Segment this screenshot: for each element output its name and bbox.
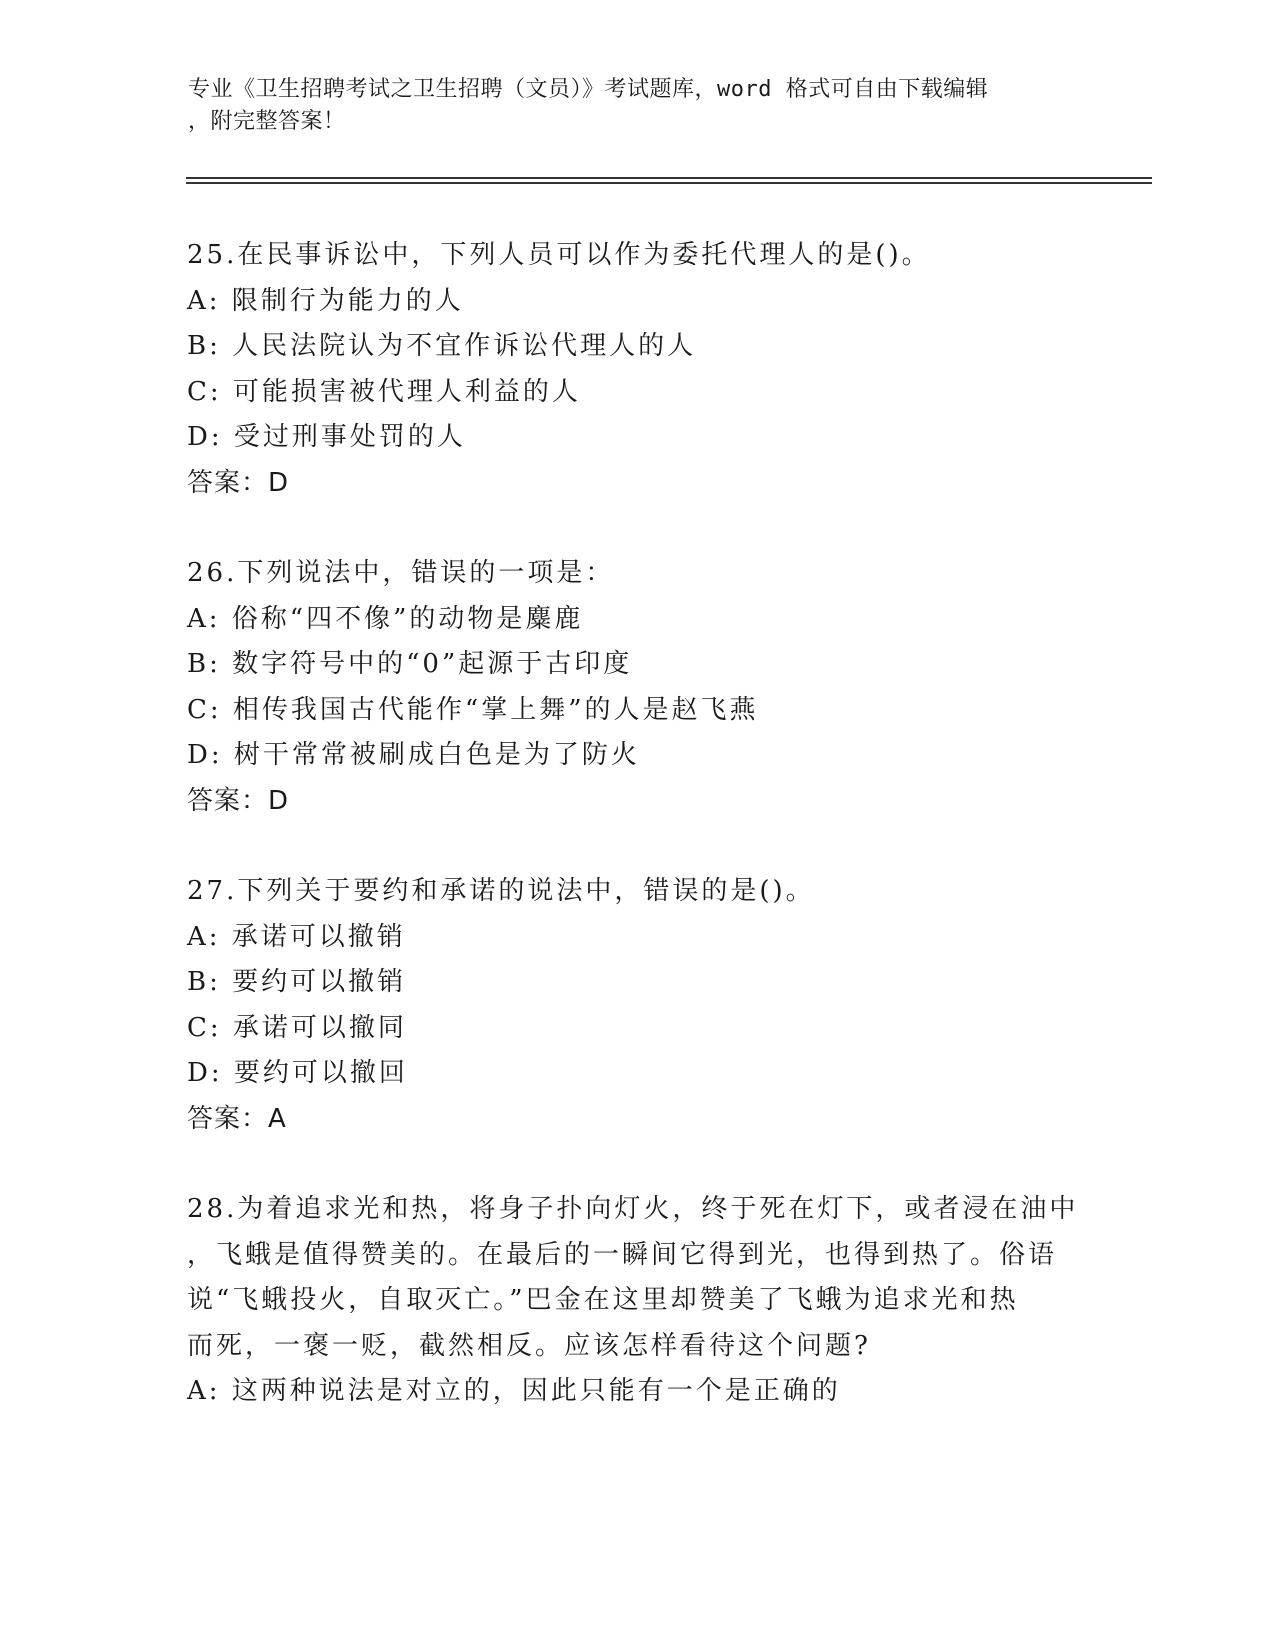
option-c: C: 承诺可以撤同: [187, 1012, 407, 1043]
question-stem-line-3: 说“飞蛾投火，自取灭亡。”巴金在这里却赞美了飞蛾为追求光和热: [187, 1285, 1019, 1315]
option-d: D: 受过刑事处罚的人: [187, 422, 466, 452]
header-divider-bottom: [186, 182, 1152, 184]
option-b: B: 要约可以撤销: [187, 967, 407, 997]
question-stem-line-1: 28.为着追求光和热，将身子扑向灯火，终于死在灯下，或者浸在油中: [187, 1194, 1079, 1224]
option-a: A: 俗称“四不像”的动物是麋鹿: [187, 603, 584, 634]
question-28: [187, 1187, 1087, 1415]
document-header: [188, 74, 1088, 138]
answer: 答案：D: [187, 785, 290, 816]
option-d: D: 树干常常被刷成白色是为了防火: [187, 740, 640, 770]
question-27: [187, 869, 1087, 1142]
option-a: A: 承诺可以撤销: [187, 921, 406, 952]
question-stem: 25.在民事诉讼中，下列人员可以作为委托代理人的是()。: [187, 240, 931, 270]
option-b: B: 数字符号中的“0”起源于古印度: [187, 649, 633, 679]
header-line-2: ，附完整答案！: [188, 109, 346, 134]
option-a: A: 这两种说法是对立的，因此只能有一个是正确的: [187, 1376, 841, 1406]
question-stem: 26.下列说法中，错误的一项是：: [187, 558, 615, 588]
header-line-1: 专业《卫生招聘考试之卫生招聘（文员）》考试题库，word 格式可自由下载编辑: [188, 77, 989, 102]
option-c: C: 可能损害被代理人利益的人: [187, 376, 581, 407]
option-a: A: 限制行为能力的人: [187, 285, 464, 316]
question-stem-line-2: ，飞蛾是值得赞美的。在最后的一瞬间它得到光，也得到热了。俗语: [187, 1239, 1058, 1270]
answer: 答案：D: [187, 467, 290, 498]
answer: 答案：A: [187, 1103, 287, 1134]
question-list: [187, 233, 1087, 1460]
option-d: D: 要约可以撤回: [187, 1058, 408, 1088]
option-c: C: 相传我国古代能作“掌上舞”的人是赵飞燕: [187, 694, 759, 725]
question-25: [187, 233, 1087, 506]
header-divider-top: [186, 177, 1152, 179]
question-stem-line-4: 而死，一褒一贬，截然相反。应该怎样看待这个问题?: [187, 1330, 871, 1361]
question-26: [187, 551, 1087, 824]
question-stem: 27.下列关于要约和承诺的说法中，错误的是()。: [187, 876, 815, 906]
option-b: B: 人民法院认为不宜作诉讼代理人的人: [187, 331, 697, 361]
